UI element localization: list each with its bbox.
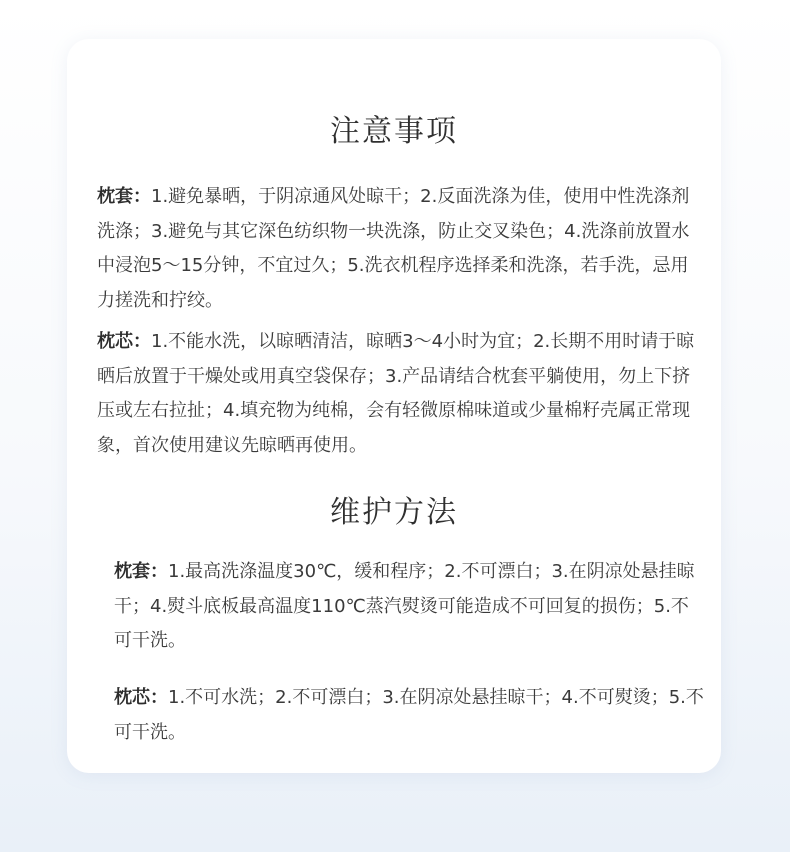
maintenance-pillowcase-label: 枕套： [114, 561, 168, 582]
care-pillowcase-label: 枕套： [97, 186, 151, 207]
care-pillowcase-paragraph [97, 180, 703, 318]
maintenance-pillowcase-paragraph [114, 555, 704, 659]
care-pillowcase-text: 1.避免暴晒，于阴凉通风处晾干；2.反面洗涤为佳，使用中性洗涤剂洗涤；3.避免与其它深色纺织物一块洗涤，防止交叉染色；4.洗涤前放置水中浸泡5～15分钟，不宜过久；5.洗衣机程序选择柔和洗涤，若手洗，忌用力搓洗和拧绞。 [97, 186, 690, 311]
care-pillow-core-label: 枕芯： [97, 331, 151, 352]
maintenance-pillow-core-paragraph [114, 681, 704, 750]
maintenance-title: 维护方法 [330, 495, 458, 530]
maintenance-pillowcase-text: 1.最高洗涤温度30℃，缓和程序；2.不可漂白；3.在阴凉处悬挂晾干；4.熨斗底板最高温度110℃蒸汽熨烫可能造成不可回复的损伤；5.不可干洗。 [114, 561, 695, 651]
maintenance-pillow-core-label: 枕芯： [114, 687, 168, 708]
info-card [67, 39, 721, 773]
care-notes-title: 注意事项 [330, 114, 458, 149]
care-pillow-core-text: 1.不能水洗，以晾晒清洁，晾晒3～4小时为宜；2.长期不用时请于晾晒后放置于干燥处或用真空袋保存；3.产品请结合枕套平躺使用，勿上下挤压或左右拉扯；4.填充物为纯棉，会有轻微原棉味道或少量棉籽壳属正常现象，首次使用建议先晾晒再使用。 [97, 331, 695, 456]
maintenance-pillow-core-text: 1.不可水洗；2.不可漂白；3.在阴凉处悬挂晾干；4.不可熨烫；5.不可干洗。 [114, 687, 704, 743]
care-pillow-core-paragraph [97, 325, 703, 463]
